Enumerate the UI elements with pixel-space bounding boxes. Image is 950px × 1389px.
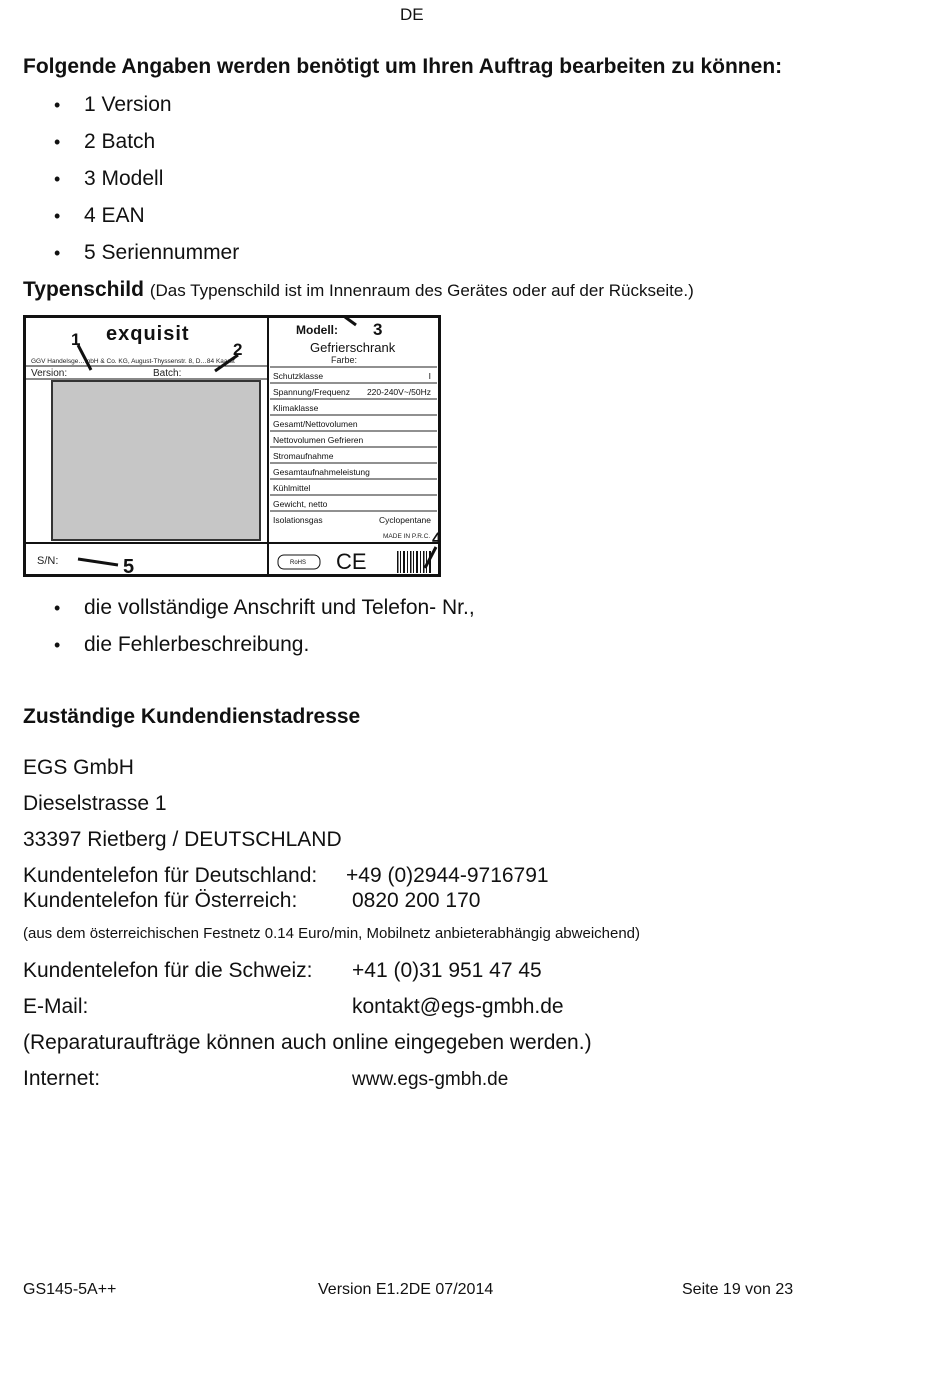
plate-row-label: Gesamtaufnahmeleistung xyxy=(273,467,370,477)
phone-de-label: Kundentelefon für Deutschland: xyxy=(23,864,318,887)
phone-de-value: +49 (0)2944-9716791 xyxy=(346,864,549,887)
service-title: Zuständige Kundendienstadresse xyxy=(23,705,361,728)
marker-4: 4 xyxy=(432,529,441,548)
service-company: EGS GmbH xyxy=(23,756,134,779)
marker-2: 2 xyxy=(233,340,243,359)
intro-heading: Folgende Angaben werden benötigt um Ihren Auftrag bearbeiten zu können: xyxy=(23,55,783,78)
plate-color-label: Farbe: xyxy=(331,355,358,365)
typenschild-line xyxy=(23,278,694,302)
phone-ch-label: Kundentelefon für die Schweiz: xyxy=(23,959,313,982)
ce-mark: CE xyxy=(336,549,367,574)
plate-sn-label: S/N: xyxy=(37,555,59,567)
plate-brand: exquisit xyxy=(106,323,190,345)
list-item: • die vollständige Anschrift und Telefon- Nr., xyxy=(50,595,475,632)
plate-row-label: Klimaklasse xyxy=(273,403,319,413)
marker-5: 5 xyxy=(123,556,135,577)
phone-at-note: (aus dem österreichischen Festnetz 0.14 Euro/min, Mobilnetz anbieterabhängig abweichend) xyxy=(23,925,641,942)
phone-at-value: 0820 200 170 xyxy=(352,889,481,912)
email-label: E-Mail: xyxy=(23,995,89,1018)
plate-model-label: Modell: xyxy=(296,323,338,337)
internet-label: Internet: xyxy=(23,1067,101,1090)
typenschild-note: (Das Typenschild ist im Innenraum des Gerätes oder auf der Rückseite.) xyxy=(149,281,694,300)
email-link[interactable]: kontakt@egs-gmbh.de xyxy=(352,995,564,1018)
plate-made-in: MADE IN P.R.C. xyxy=(383,533,431,540)
typenschild-title: Typenschild xyxy=(23,278,144,301)
list-item: • 3 Modell xyxy=(50,166,239,203)
plate-row-value: 220-240V~/50Hz xyxy=(366,387,431,397)
plate-company-line: GGV Handelsge…mbH & Co. KG, August-Thyssenstr. 8, D…84 Kaarst xyxy=(31,358,235,365)
plate-row-value: I xyxy=(428,371,431,381)
service-city: 33397 Rietberg / DEUTSCHLAND xyxy=(23,828,342,851)
phone-at-label: Kundentelefon für Österreich: xyxy=(23,889,298,912)
plate-row-value: Cyclopentane xyxy=(379,515,431,525)
plate-row-label: Nettovolumen Gefrieren xyxy=(273,435,364,445)
language-code: DE xyxy=(400,5,424,24)
plate-placeholder-box xyxy=(52,381,260,540)
plate-row-label: Schutzklasse xyxy=(273,371,324,381)
rating-plate-image xyxy=(23,315,441,577)
rohs-text: RoHS xyxy=(290,560,307,566)
plate-row-label: Isolationsgas xyxy=(273,515,323,525)
plate-row-label: Gewicht, netto xyxy=(273,499,328,509)
plate-batch-label: Batch: xyxy=(153,368,182,379)
list-item: • 4 EAN xyxy=(50,203,239,240)
footer-page: Seite 19 von 23 xyxy=(682,1281,794,1298)
plate-version-label: Version: xyxy=(31,368,68,379)
footer-version: Version E1.2DE 07/2014 xyxy=(318,1281,494,1298)
marker-1: 1 xyxy=(71,330,81,349)
online-note: (Reparaturaufträge können auch online eingegeben werden.) xyxy=(23,1031,592,1054)
plate-row-label: Gesamt/Nettovolumen xyxy=(273,419,358,429)
plate-model-value: Gefrierschrank xyxy=(310,340,396,355)
marker-3: 3 xyxy=(373,320,383,339)
plate-row-label: Spannung/Frequenz xyxy=(273,387,351,397)
plate-row-label: Kühlmittel xyxy=(273,483,311,493)
list-item: • 5 Seriennummer xyxy=(50,240,239,277)
plate-row-label: Stromaufnahme xyxy=(273,451,334,461)
list-item: • die Fehlerbeschreibung. xyxy=(50,632,475,669)
service-street: Dieselstrasse 1 xyxy=(23,792,167,815)
phone-ch-value: +41 (0)31 951 47 45 xyxy=(352,959,542,982)
website-link[interactable]: www.egs-gmbh.de xyxy=(352,1069,509,1090)
additional-info-list xyxy=(50,595,475,669)
list-item: • 2 Batch xyxy=(50,129,239,166)
footer-model: GS145-5A++ xyxy=(23,1281,117,1298)
list-item: • 1 Version xyxy=(50,92,239,129)
required-info-list xyxy=(50,92,239,277)
